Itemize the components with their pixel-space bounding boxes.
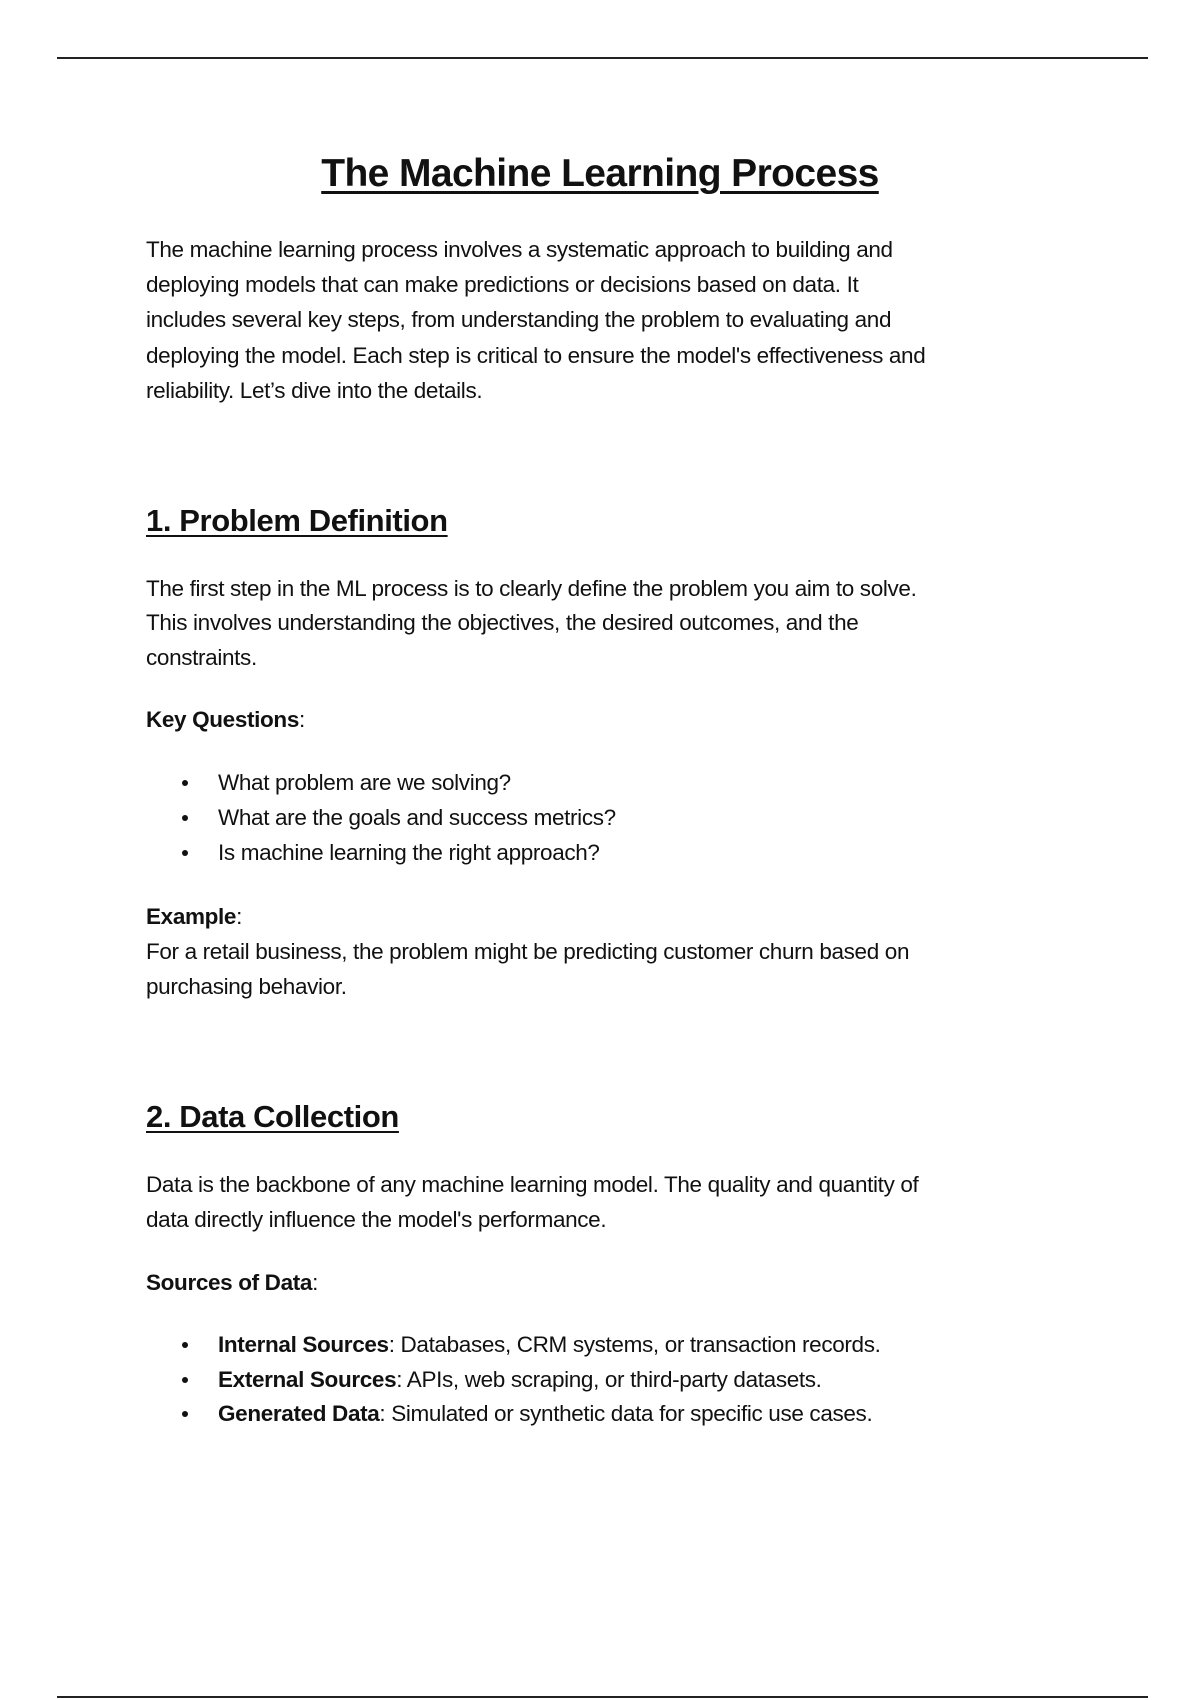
example-line: For a retail business, the problem might be predicting customer churn based on (146, 939, 910, 964)
section-heading-data-collection: 2. Data Collection (146, 1099, 399, 1134)
paragraph-line: Data is the backbone of any machine learning model. The quality and quantity of (146, 1172, 919, 1197)
paragraph-line: This involves understanding the objectives, the desired outcomes, and the (146, 610, 859, 635)
bullet-icon (182, 1377, 188, 1383)
list-item: What problem are we solving? (218, 770, 511, 795)
key-questions-bold: Key Questions (146, 707, 299, 732)
colon: : (236, 904, 243, 929)
intro-line: deploying the model. Each step is critical to ensure the model's effectiveness and (146, 343, 926, 368)
footer-rule (57, 1696, 1148, 1698)
source-label: External Sources (218, 1367, 397, 1392)
example-line: purchasing behavior. (146, 974, 347, 999)
list-item (218, 1365, 822, 1395)
bullet-icon (182, 815, 188, 821)
list-item: What are the goals and success metrics? (218, 805, 616, 830)
bullet-icon (182, 1411, 188, 1417)
paragraph-line: constraints. (146, 645, 257, 670)
bullet-icon (182, 850, 188, 856)
source-label: Generated Data (218, 1401, 380, 1426)
bullet-icon (182, 780, 188, 786)
example-bold: Example (146, 904, 237, 929)
page-title (0, 150, 1200, 198)
paragraph-line: data directly influence the model's performance. (146, 1207, 607, 1232)
section-heading-problem-definition: 1. Problem Definition (146, 503, 448, 538)
list-item: Is machine learning the right approach? (218, 840, 600, 865)
sources-bold: Sources of Data (146, 1270, 313, 1295)
list-item (218, 1399, 872, 1429)
source-label: Internal Sources (218, 1332, 389, 1357)
intro-line: reliability. Let’s dive into the details. (146, 378, 483, 403)
intro-line: deploying models that can make predictions or decisions based on data. It (146, 272, 859, 297)
intro-line: includes several key steps, from understanding the problem to evaluating and (146, 307, 892, 332)
paragraph-line: The first step in the ML process is to clearly define the problem you aim to solve. (146, 576, 917, 601)
source-text: : Simulated or synthetic data for specific use cases. (379, 1401, 873, 1426)
colon: : (299, 707, 305, 732)
intro-line: The machine learning process involves a systematic approach to building and (146, 237, 893, 262)
list-item (218, 1330, 881, 1360)
example-label (146, 902, 242, 932)
source-text: : APIs, web scraping, or third-party datasets. (396, 1367, 822, 1392)
sources-label (146, 1268, 318, 1298)
key-questions-label (146, 705, 305, 735)
bullet-icon (182, 1342, 188, 1348)
page-title-text: The Machine Learning Process (321, 152, 879, 195)
colon: : (312, 1270, 318, 1295)
source-text: : Databases, CRM systems, or transaction records. (388, 1332, 881, 1357)
header-rule (57, 57, 1148, 59)
